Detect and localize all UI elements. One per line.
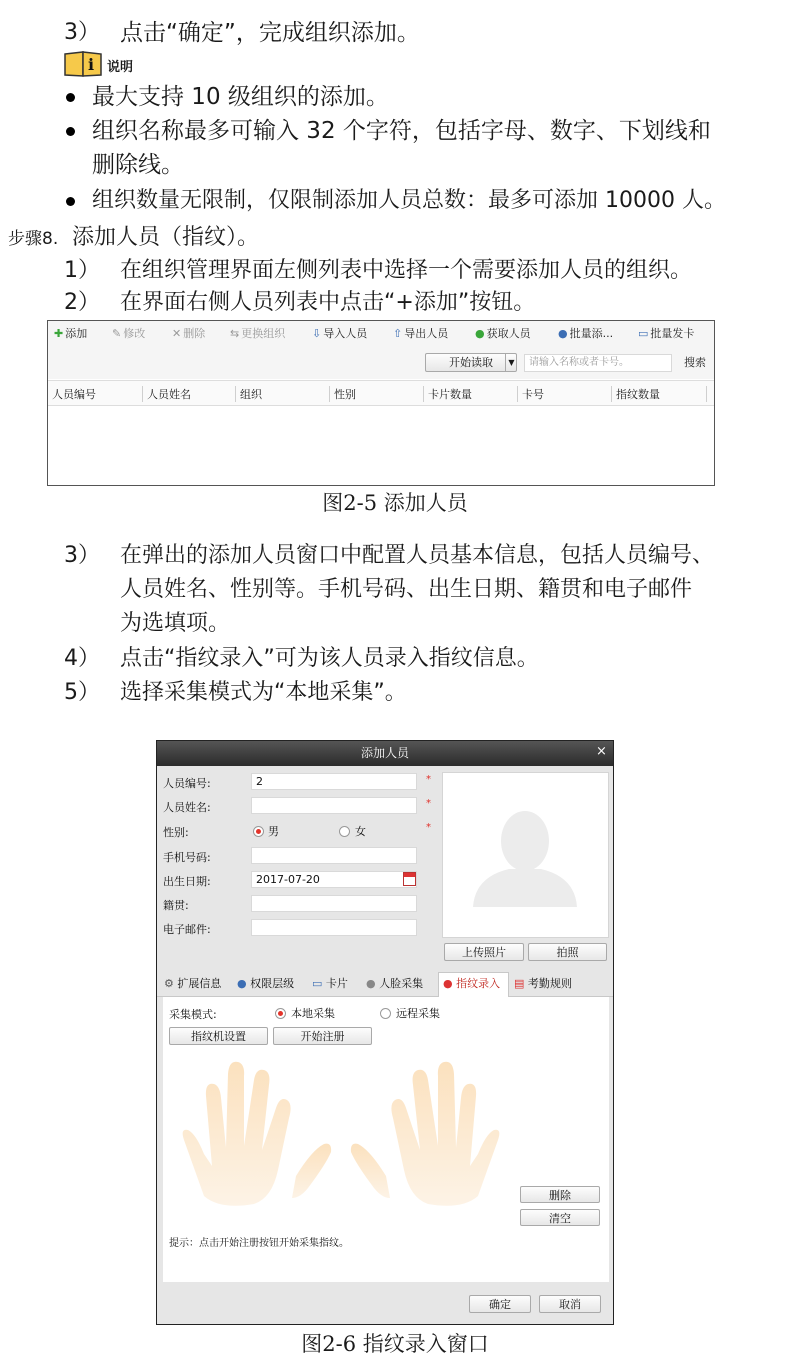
substep-1-number: 1） (64, 258, 100, 283)
substep-4-text: 点击“指纹录入”可为该人员录入指纹信息。 (120, 646, 539, 671)
tab-extended-info[interactable]: ⚙ 扩展信息 (164, 977, 222, 990)
toolbar-edit[interactable]: ✎ 修改 (112, 327, 146, 340)
toolbar-batch-card[interactable]: ▭ 批量发卡 (638, 327, 695, 340)
column-header-card-no[interactable]: 卡号 (522, 388, 544, 401)
read-dropdown-icon[interactable]: ▼ (505, 354, 517, 371)
start-read-button[interactable]: 开始读取 (425, 353, 517, 372)
origin-label: 籍贯: (163, 899, 189, 912)
substep-1-text: 在组织管理界面左侧列表中选择一个需要添加人员的组织。 (120, 258, 693, 283)
tab-attendance-rule[interactable]: ▤ 考勤规则 (514, 977, 572, 990)
bullet-dot (66, 197, 75, 206)
svg-text:i: i (88, 55, 95, 74)
mode-local-radio[interactable] (275, 1008, 286, 1019)
note-bullet-2: 组织名称最多可输入 32 个字符，包括字母、数字、下划线和 (92, 118, 711, 144)
origin-input[interactable] (251, 895, 417, 912)
hint-text: 提示：点击开始注册按钮开始采集指纹。 (169, 1238, 349, 1249)
column-header-org[interactable]: 组织 (240, 388, 262, 401)
ok-button[interactable]: 确定 (469, 1295, 531, 1313)
column-divider (329, 386, 330, 402)
substep-5-number: 5） (64, 680, 100, 705)
phone-label: 手机号码: (163, 851, 211, 864)
photo-frame (442, 772, 609, 938)
step-3-number: 3） (64, 20, 100, 45)
note-bullet-2-cont: 删除线。 (92, 152, 184, 178)
person-id-label: 人员编号: (163, 777, 211, 790)
column-divider (611, 386, 612, 402)
users-icon: ● (237, 977, 247, 990)
card-icon: ▭ (312, 977, 323, 990)
person-name-label: 人员姓名: (163, 801, 211, 814)
search-input[interactable]: 请输入名称或者卡号。 (524, 354, 672, 372)
column-divider (517, 386, 518, 402)
swap-icon: ⇆ (230, 327, 240, 340)
calendar-icon: ▤ (514, 977, 525, 990)
step8-prefix: 步骤8. (8, 229, 59, 249)
dialog-title: 添加人员 (360, 746, 409, 760)
toolbar-import[interactable]: ⇩ 导入人员 (312, 327, 368, 340)
column-header-name[interactable]: 人员姓名 (147, 388, 191, 401)
right-hand-icon (351, 1062, 499, 1206)
close-icon[interactable]: × (596, 744, 607, 759)
capture-mode-label: 采集模式: (169, 1008, 217, 1021)
tab-card[interactable]: ▭ 卡片 (312, 977, 348, 990)
gender-label: 性别: (163, 826, 189, 839)
substep-3-line-1: 在弹出的添加人员窗口中配置人员基本信息，包括人员编号、 (120, 543, 715, 568)
clear-fingerprint-button[interactable]: 清空 (520, 1209, 600, 1226)
avatar-placeholder-icon (443, 773, 608, 937)
note-bullet-1: 最大支持 10 级组织的添加。 (92, 84, 389, 110)
mode-remote-radio[interactable] (380, 1008, 391, 1019)
column-header-id[interactable]: 人员编号 (52, 388, 96, 401)
left-hand-icon (183, 1062, 331, 1206)
capture-photo-button[interactable]: 拍照 (528, 943, 607, 961)
toolbar-export[interactable]: ⇧ 导出人员 (393, 327, 449, 340)
cancel-button[interactable]: 取消 (539, 1295, 601, 1313)
mode-remote-label[interactable]: 远程采集 (396, 1007, 440, 1020)
fingerprint-icon: ● (443, 977, 453, 990)
person-name-input[interactable] (251, 797, 417, 814)
group-icon: ● (558, 327, 568, 340)
start-register-button[interactable]: 开始注册 (273, 1027, 372, 1045)
substep-3-number: 3） (64, 543, 100, 568)
toolbar-change-org[interactable]: ⇆ 更换组织 (230, 327, 286, 340)
substep-3-line-2: 人员姓名、性别等。手机号码、出生日期、籍贯和电子邮件 (120, 577, 693, 602)
required-icon: * (426, 774, 431, 785)
birth-date-label: 出生日期: (163, 875, 211, 888)
delete-fingerprint-button[interactable]: 删除 (520, 1186, 600, 1203)
tab-fingerprint[interactable]: ● 指纹录入 (443, 977, 501, 990)
mode-local-label[interactable]: 本地采集 (291, 1007, 335, 1020)
substep-4-number: 4） (64, 646, 100, 671)
step-3-text: 点击“确定”，完成组织添加。 (120, 20, 420, 46)
card-icon: ▭ (638, 327, 649, 340)
tab-face-capture[interactable]: ● 人脸采集 (366, 977, 424, 990)
required-icon: * (426, 822, 431, 833)
face-icon: ● (366, 977, 376, 990)
gender-male-radio[interactable] (253, 826, 264, 837)
toolbar-delete[interactable]: ✕ 删除 (172, 327, 206, 340)
gear-icon: ⚙ (164, 977, 174, 990)
column-divider (142, 386, 143, 402)
search-button[interactable]: 搜索 (684, 356, 706, 369)
column-divider (235, 386, 236, 402)
export-icon: ⇧ (393, 327, 403, 340)
column-header-fingerprint-count[interactable]: 指纹数量 (616, 388, 660, 401)
toolbar-add[interactable]: ✚ 添加 (54, 327, 88, 340)
toolbar-batch-add[interactable]: ● 批量添... (558, 327, 614, 340)
plus-icon: ✚ (54, 327, 64, 340)
bullet-dot (66, 127, 75, 136)
note-icon (64, 51, 102, 77)
toolbar-get[interactable]: ● 获取人员 (475, 327, 531, 340)
phone-input[interactable] (251, 847, 417, 864)
figure-caption-2-6: 图2-6 指纹录入窗口 (301, 1332, 489, 1356)
column-header-gender[interactable]: 性别 (334, 388, 356, 401)
bullet-dot (66, 93, 75, 102)
substep-2-text: 在界面右侧人员列表中点击“+添加”按钮。 (120, 290, 536, 315)
gender-male-label[interactable]: 男 (268, 825, 279, 838)
substep-3-line-3: 为选填项。 (120, 611, 231, 636)
fingerprint-device-settings-button[interactable]: 指纹机设置 (169, 1027, 268, 1045)
gender-female-radio[interactable] (339, 826, 350, 837)
get-person-icon: ● (475, 327, 485, 340)
email-label: 电子邮件: (163, 923, 211, 936)
delete-icon: ✕ (172, 327, 182, 340)
email-input[interactable] (251, 919, 417, 936)
required-icon: * (426, 798, 431, 809)
note-bullet-3: 组织数量无限制，仅限制添加人员总数：最多可添加 10000 人。 (92, 188, 726, 213)
column-divider (706, 386, 707, 402)
substep-5-text: 选择采集模式为“本地采集”。 (120, 680, 407, 705)
calendar-icon[interactable] (403, 872, 416, 886)
figure-caption-2-5: 图2-5 添加人员 (322, 491, 468, 515)
import-icon: ⇩ (312, 327, 322, 340)
tab-permission-level[interactable]: ● 权限层级 (237, 977, 295, 990)
column-divider (423, 386, 424, 402)
column-header-card-count[interactable]: 卡片数量 (428, 388, 472, 401)
substep-2-number: 2） (64, 290, 100, 315)
step8-title: 添加人员（指纹）。 (72, 225, 260, 250)
hands-illustration (176, 1058, 506, 1210)
upload-photo-button[interactable]: 上传照片 (444, 943, 524, 961)
person-id-input[interactable]: 2 (251, 773, 417, 790)
edit-icon: ✎ (112, 327, 122, 340)
birth-date-input[interactable]: 2017-07-20 (251, 871, 417, 888)
note-label: 说明 (107, 60, 134, 75)
gender-female-label[interactable]: 女 (355, 825, 366, 838)
